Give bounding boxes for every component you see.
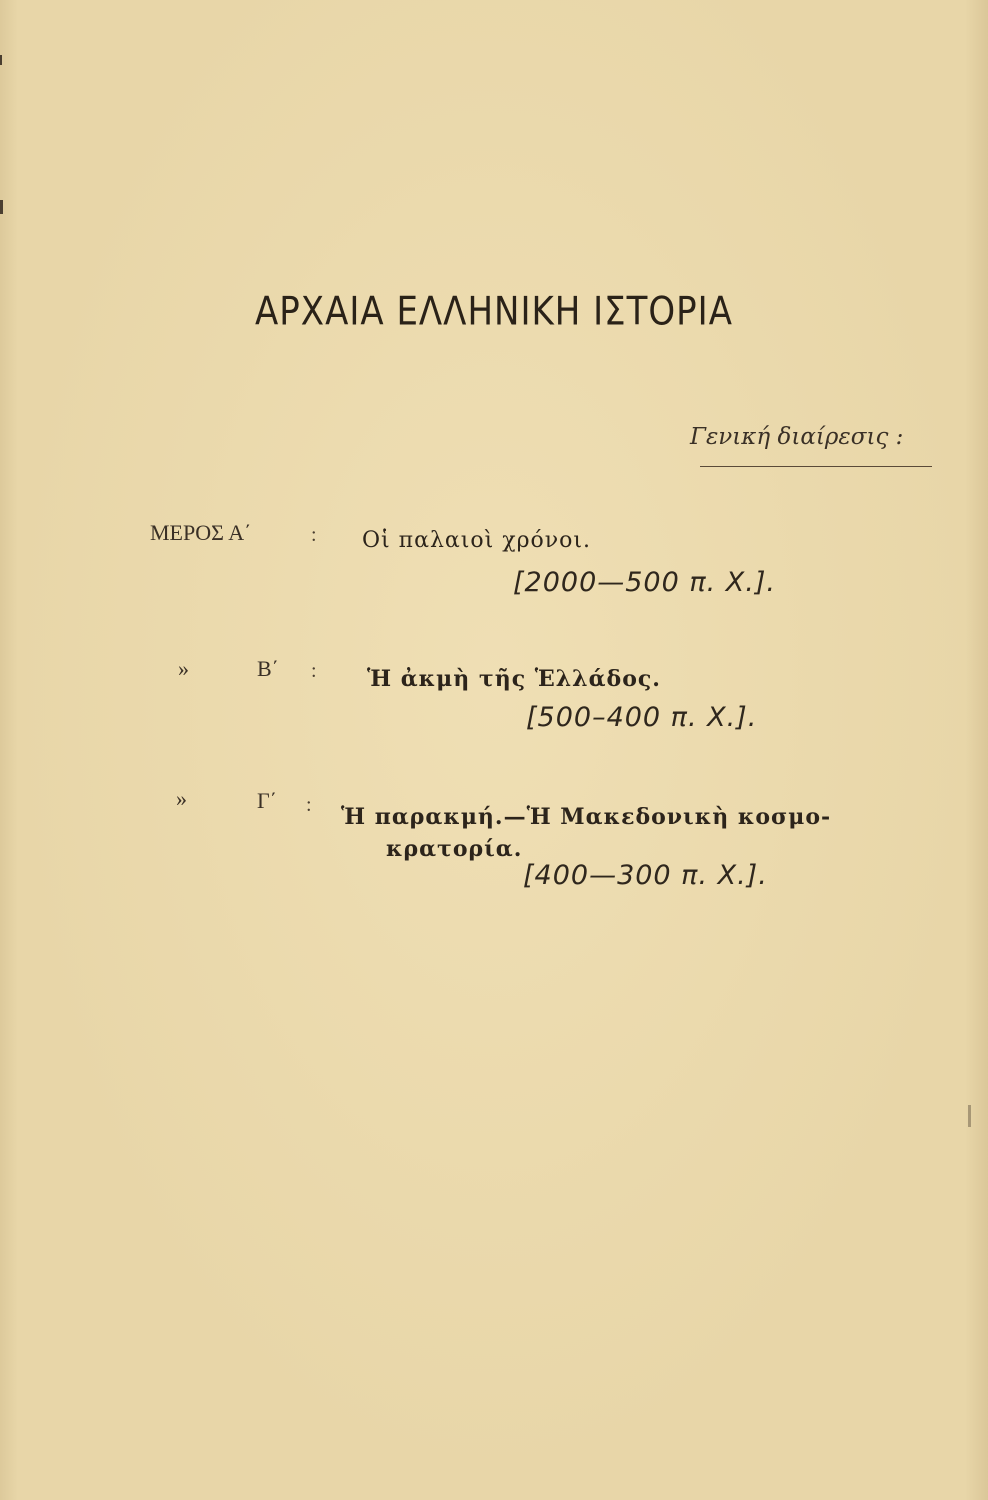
part-c-label: Γ΄ [257,788,278,813]
part-a-dates: [2000—500 π. Χ.]. [513,567,776,598]
part-b-ditto-mark: » [178,656,189,681]
part-a-heading [362,528,591,553]
part-b-colon: : [311,660,317,682]
general-division-heading: Γενική διαίρεσις : [690,424,904,450]
part-b-heading-text: Ἡ ἀκμὴ τῆς Ἑλλάδος. [367,666,661,692]
subtitle-underline [700,466,932,467]
part-b-heading [367,666,661,692]
part-c-heading-line1: Ἡ παρακμή.—Ἡ Μακεδονικὴ κοσμο- [341,804,832,830]
part-b-dates: [500–400 π. Χ.]. [526,702,758,733]
part-a-label: ΜΕΡΟΣ Α΄ [150,520,252,545]
page-title: ΑΡΧΑΙΑ ΕΛΛΗΝΙΚΗ ΙΣΤΟΡΙΑ [255,289,733,335]
binding-edge-mark [0,55,2,65]
page-edge-mark [968,1105,971,1127]
part-b-label: Β΄ [257,656,279,681]
part-a-colon: : [311,524,317,546]
binding-edge-mark [0,200,3,214]
part-c-dates: [400—300 π. Χ.]. [523,860,768,891]
part-c-ditto-mark: » [176,786,187,811]
part-c-colon: : [306,794,312,816]
part-c-heading-line2: κρατορία. [386,836,523,862]
part-a-heading-text: Οἱ παλαιοὶ χρόνοι. [362,528,592,553]
